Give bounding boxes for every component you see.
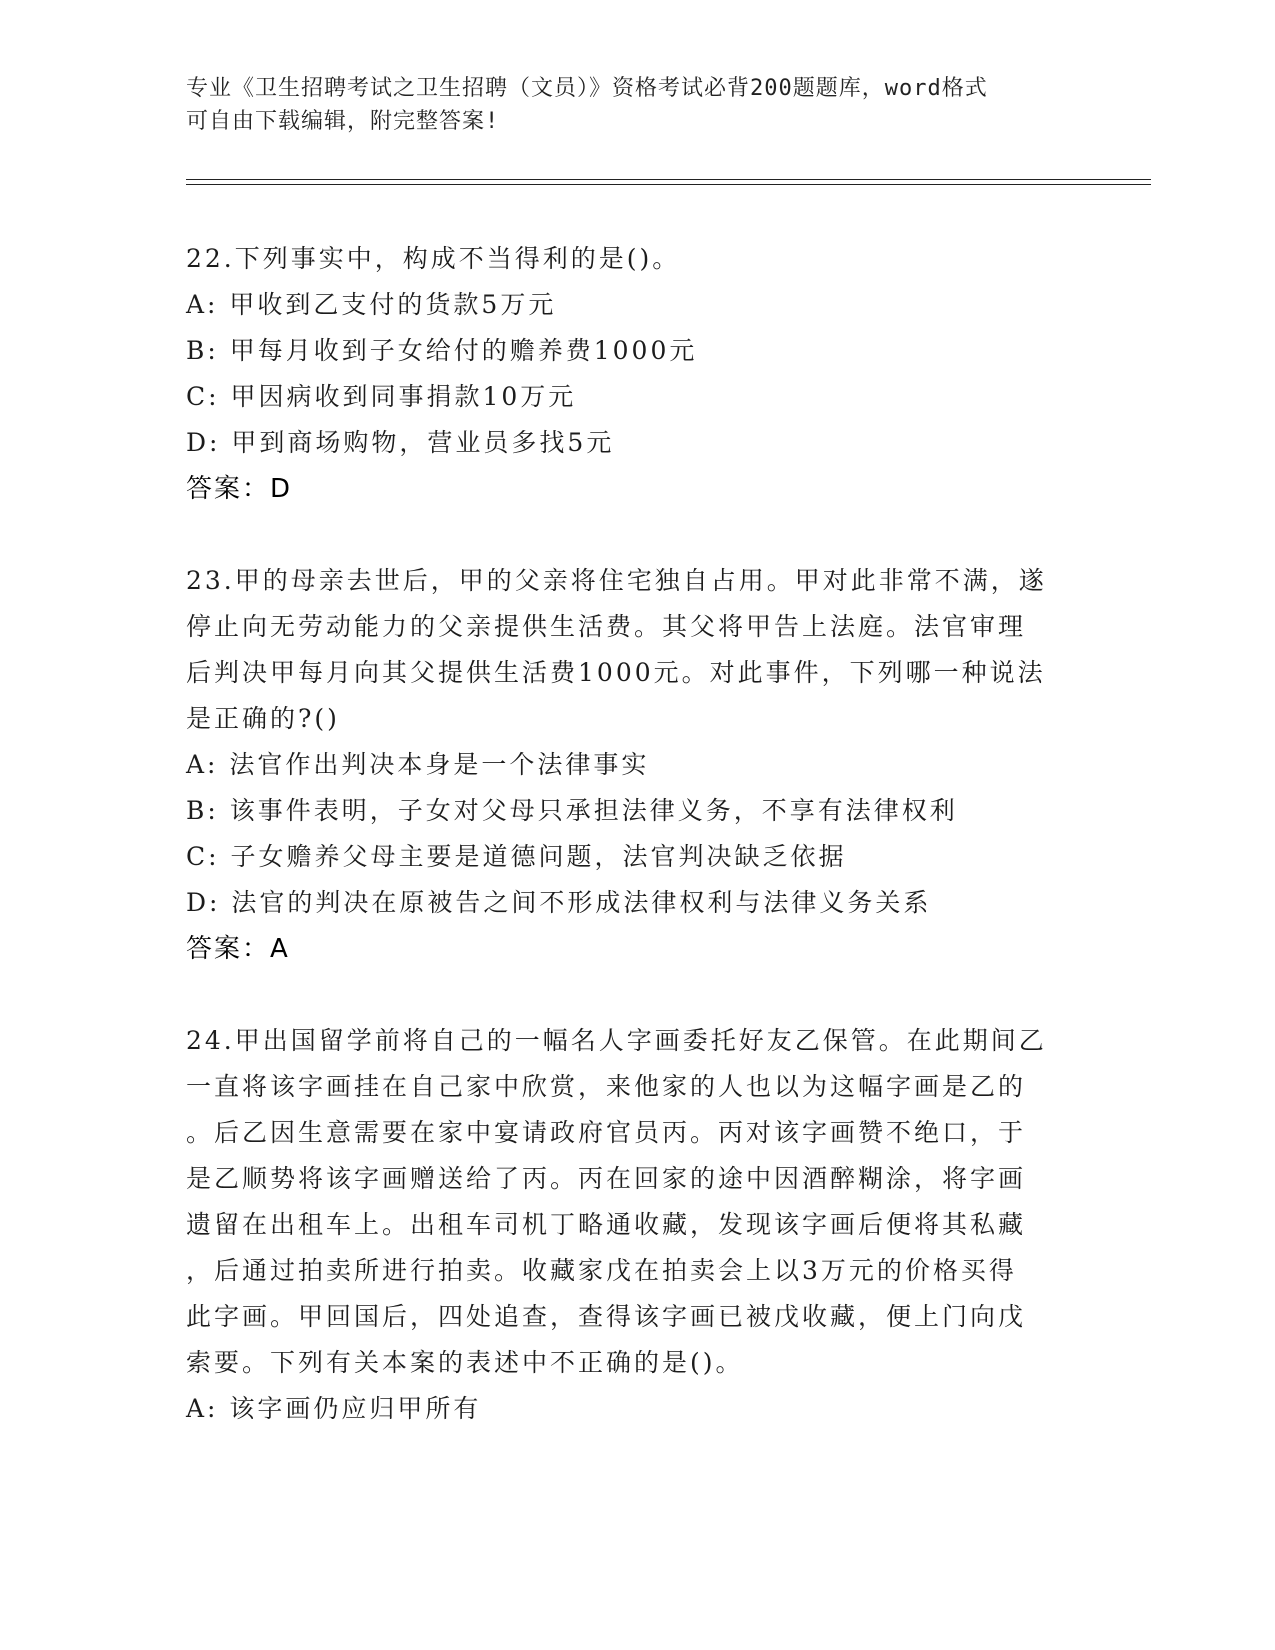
question-stem: ，后通过拍卖所进行拍卖。收藏家戊在拍卖会上以3万元的价格买得 bbox=[186, 1256, 1017, 1285]
header-divider-top bbox=[186, 179, 1151, 180]
question-stem: 后判决甲每月向其父提供生活费1000元。对此事件，下列哪一种说法 bbox=[186, 658, 1046, 687]
option-c: C: 子女赡养父母主要是道德问题，法官判决缺乏依据 bbox=[186, 842, 847, 871]
header-line-1: 专业《卫生招聘考试之卫生招聘（文员）》资格考试必背200题题库，word格式 bbox=[186, 76, 988, 101]
question-stem: 此字画。甲回国后，四处追查，查得该字画已被戊收藏，便上门向戊 bbox=[186, 1302, 1027, 1331]
question-stem: 索要。下列有关本案的表述中不正确的是()。 bbox=[186, 1348, 744, 1377]
question-stem: 。后乙因生意需要在家中宴请政府官员丙。丙对该字画赞不绝口，于 bbox=[186, 1118, 1027, 1147]
option-d: D: 甲到商场购物，营业员多找5元 bbox=[186, 428, 615, 457]
option-a: A: 甲收到乙支付的货款5万元 bbox=[186, 290, 557, 319]
question-stem: 是正确的?() bbox=[186, 704, 340, 733]
option-d: D: 法官的判决在原被告之间不形成法律权利与法律义务关系 bbox=[186, 888, 932, 917]
option-b: B: 该事件表明，子女对父母只承担法律义务，不享有法律权利 bbox=[186, 796, 958, 825]
answer-label: 答案：D bbox=[186, 474, 293, 504]
question-23 bbox=[186, 558, 1086, 972]
option-a: A: 该字画仍应归甲所有 bbox=[186, 1394, 482, 1423]
question-stem: 23.甲的母亲去世后，甲的父亲将住宅独自占用。甲对此非常不满，遂 bbox=[186, 566, 1047, 595]
option-a: A: 法官作出判决本身是一个法律事实 bbox=[186, 750, 650, 779]
answer-label: 答案：A bbox=[186, 934, 290, 964]
question-stem: 22.下列事实中，构成不当得利的是()。 bbox=[186, 244, 681, 273]
question-stem: 停止向无劳动能力的父亲提供生活费。其父将甲告上法庭。法官审理 bbox=[186, 612, 1027, 641]
question-list bbox=[186, 236, 1086, 1478]
option-b: B: 甲每月收到子女给付的赡养费1000元 bbox=[186, 336, 698, 365]
question-22 bbox=[186, 236, 1086, 512]
question-24 bbox=[186, 1018, 1086, 1432]
document-header bbox=[186, 72, 1066, 138]
header-line-2: 可自由下载编辑，附完整答案! bbox=[186, 109, 500, 134]
question-stem: 遗留在出租车上。出租车司机丁略通收藏，发现该字画后便将其私藏 bbox=[186, 1210, 1027, 1239]
option-c: C: 甲因病收到同事捐款10万元 bbox=[186, 382, 577, 411]
question-stem: 是乙顺势将该字画赠送给了丙。丙在回家的途中因酒醉糊涂，将字画 bbox=[186, 1164, 1027, 1193]
question-stem: 24.甲出国留学前将自己的一幅名人字画委托好友乙保管。在此期间乙 bbox=[186, 1026, 1047, 1055]
header-divider-bottom bbox=[186, 184, 1151, 185]
question-stem: 一直将该字画挂在自己家中欣赏，来他家的人也以为这幅字画是乙的 bbox=[186, 1072, 1027, 1101]
